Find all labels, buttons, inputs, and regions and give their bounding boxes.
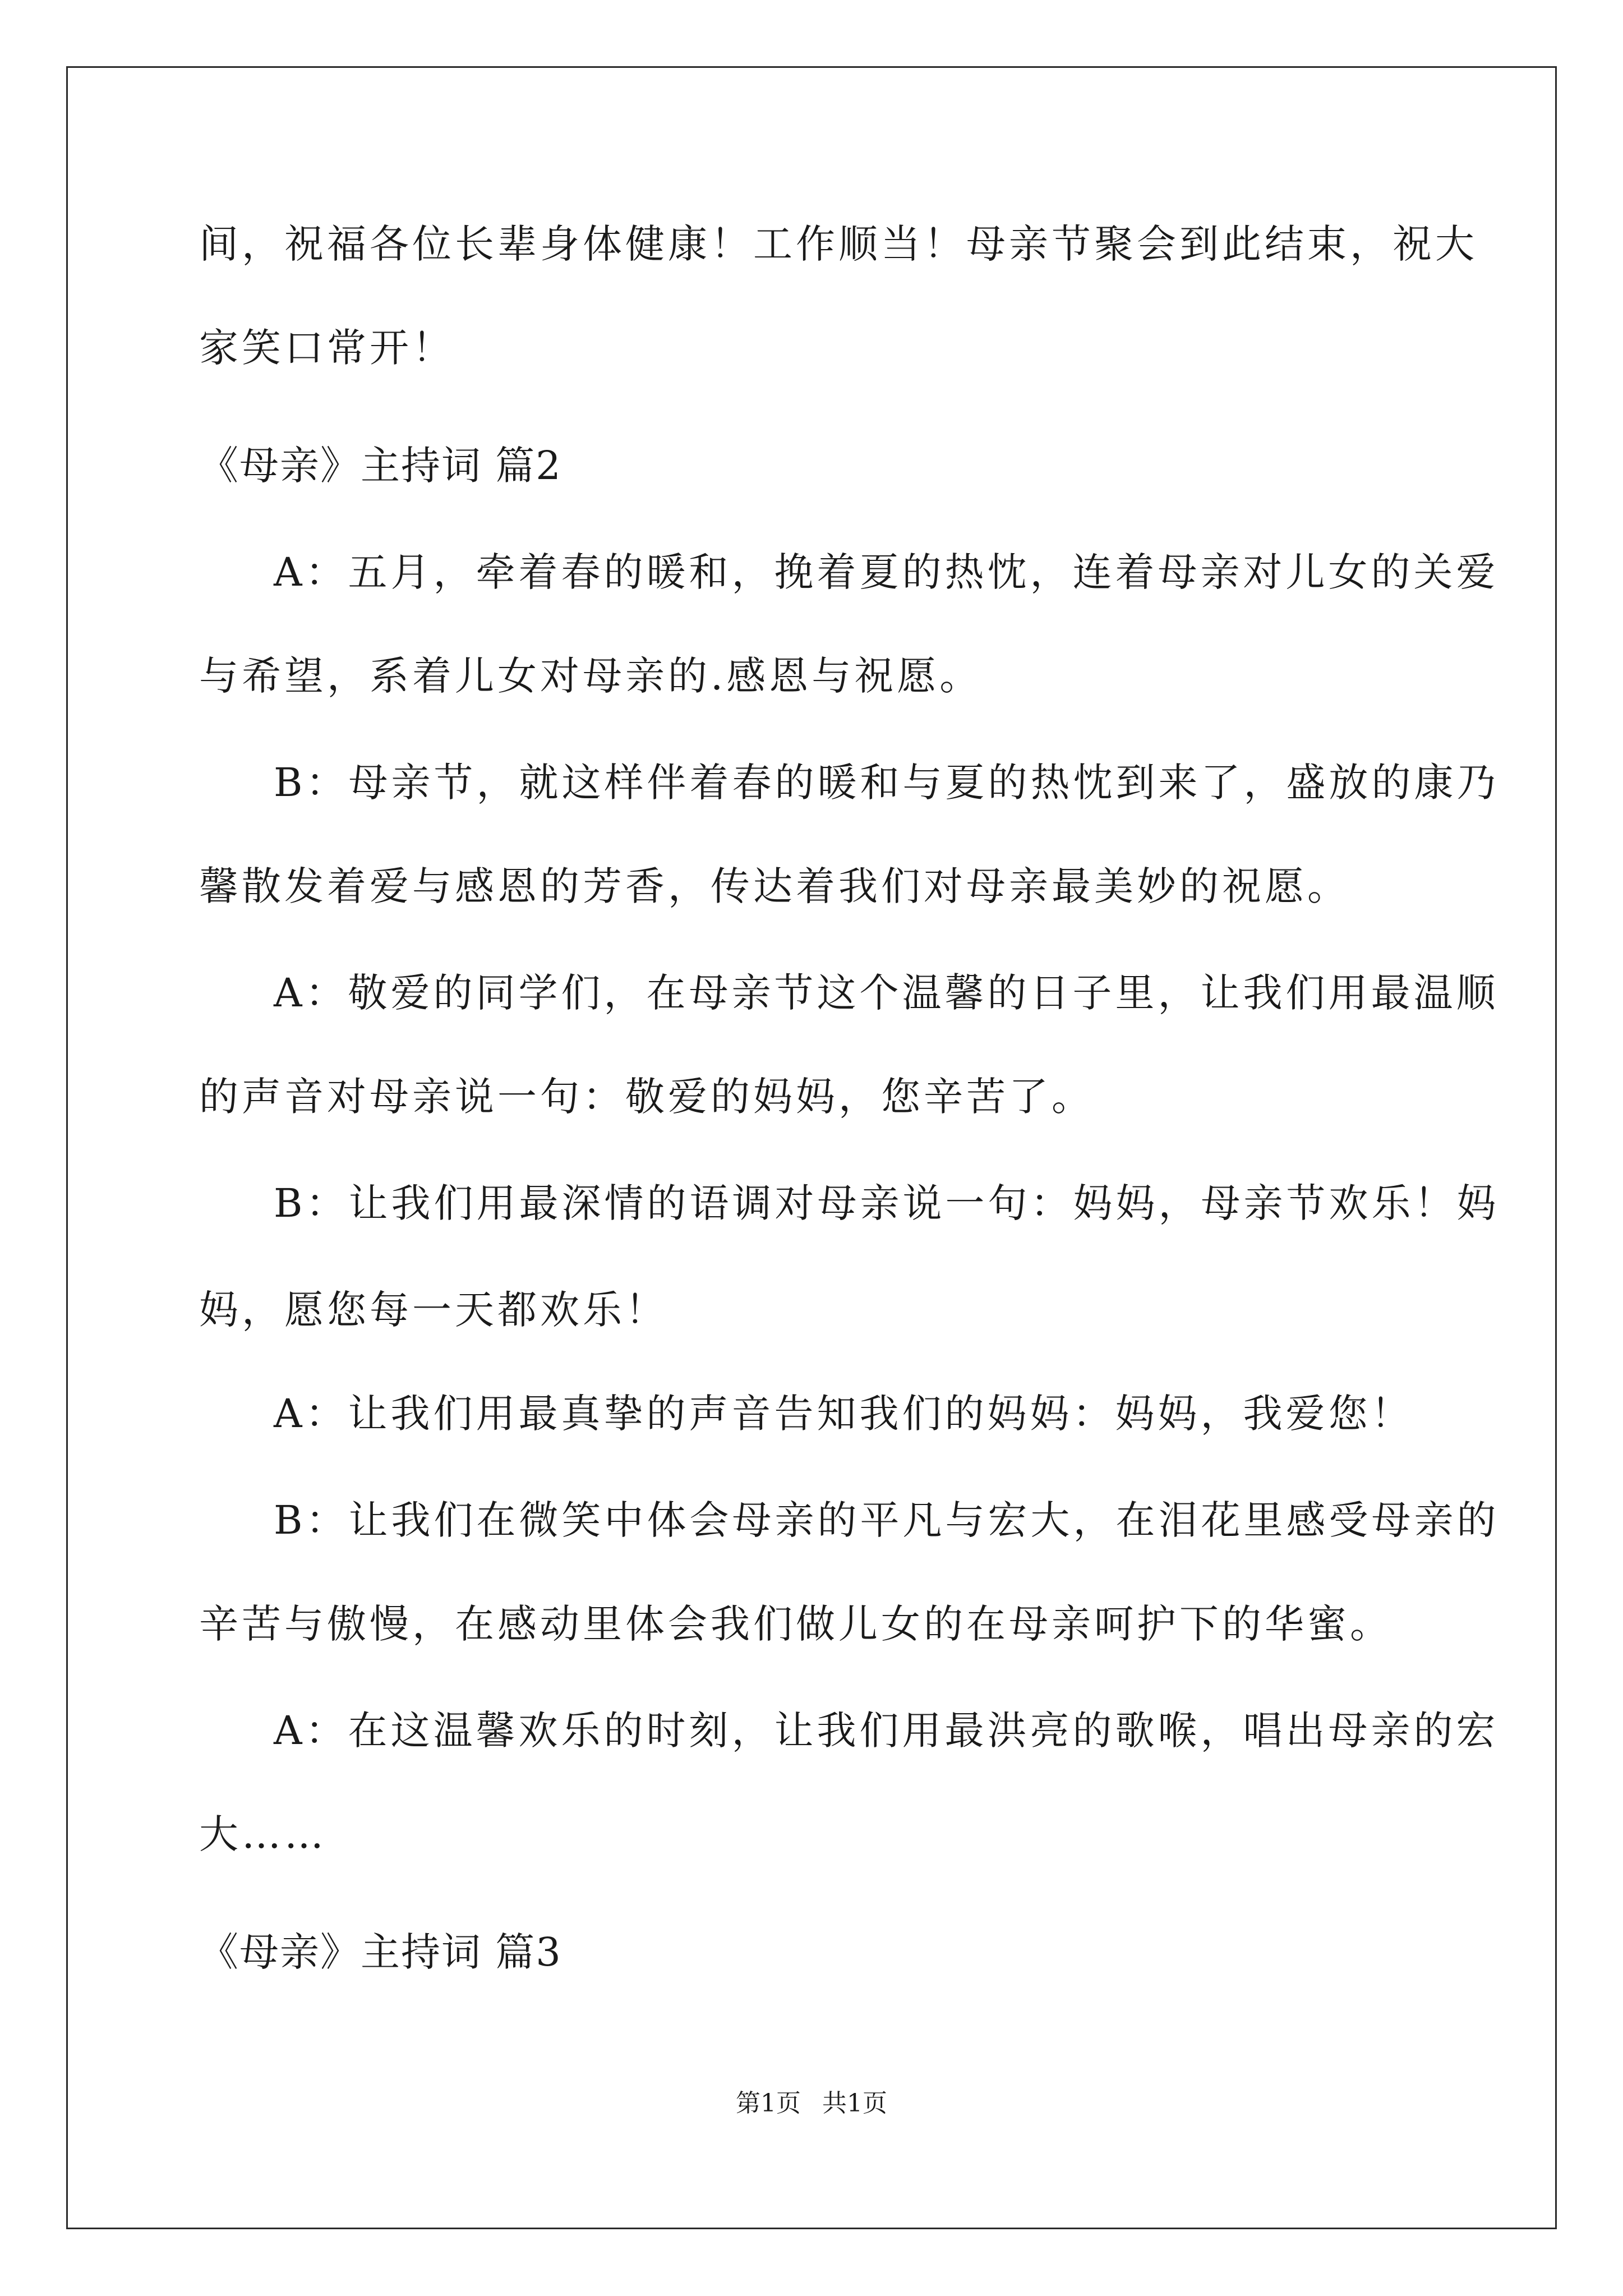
paragraph-line: 间，祝福各位长辈身体健康！工作顺当！母亲节聚会到此结束，祝大 — [199, 221, 1478, 267]
paragraph-line: 家笑口常开！ — [199, 325, 455, 371]
paragraph-line: B：让我们用最深情的语调对母亲说一句：妈妈，母亲节欢乐！妈 — [274, 1180, 1500, 1226]
paragraph-line: A：敬爱的同学们，在母亲节这个温馨的日子里，让我们用最温顺 — [274, 970, 1499, 1016]
paragraph-line: B：让我们在微笑中体会母亲的平凡与宏大，在泪花里感受母亲的 — [274, 1497, 1500, 1543]
paragraph-line: 的声音对母亲说一句：敬爱的妈妈，您辛苦了。 — [199, 1074, 1094, 1120]
paragraph-line: 大…… — [199, 1811, 327, 1857]
page-border — [66, 66, 1557, 2229]
page-number: 第1页 — [736, 2089, 801, 2118]
paragraph-line: 妈，愿您每一天都欢乐！ — [199, 1287, 668, 1333]
paragraph-line: A：五月，牵着春的暖和，挽着夏的热忱，连着母亲对儿女的关爱 — [274, 549, 1499, 595]
paragraph-line: 馨散发着爱与感恩的芳香，传达着我们对母亲最美妙的祝愿。 — [199, 863, 1350, 909]
paragraph-line: A：在这温馨欢乐的时刻，让我们用最洪亮的歌喉，唱出母亲的宏 — [274, 1708, 1499, 1754]
paragraph-line: A：让我们用最真挚的声音告知我们的妈妈：妈妈，我爱您！ — [274, 1391, 1414, 1437]
section-heading: 《母亲》主持词 篇3 — [199, 1929, 562, 1975]
paragraph-line: 辛苦与傲慢，在感动里体会我们做儿女的在母亲呵护下的华蜜。 — [199, 1601, 1393, 1647]
paragraph-line: 与希望，系着儿女对母亲的.感恩与祝愿。 — [199, 653, 983, 699]
page-total: 共1页 — [822, 2089, 887, 2118]
paragraph-line: B：母亲节，就这样伴着春的暖和与夏的热忱到来了，盛放的康乃 — [274, 760, 1500, 806]
section-heading: 《母亲》主持词 篇2 — [199, 443, 562, 489]
page-footer — [0, 2087, 1623, 2120]
